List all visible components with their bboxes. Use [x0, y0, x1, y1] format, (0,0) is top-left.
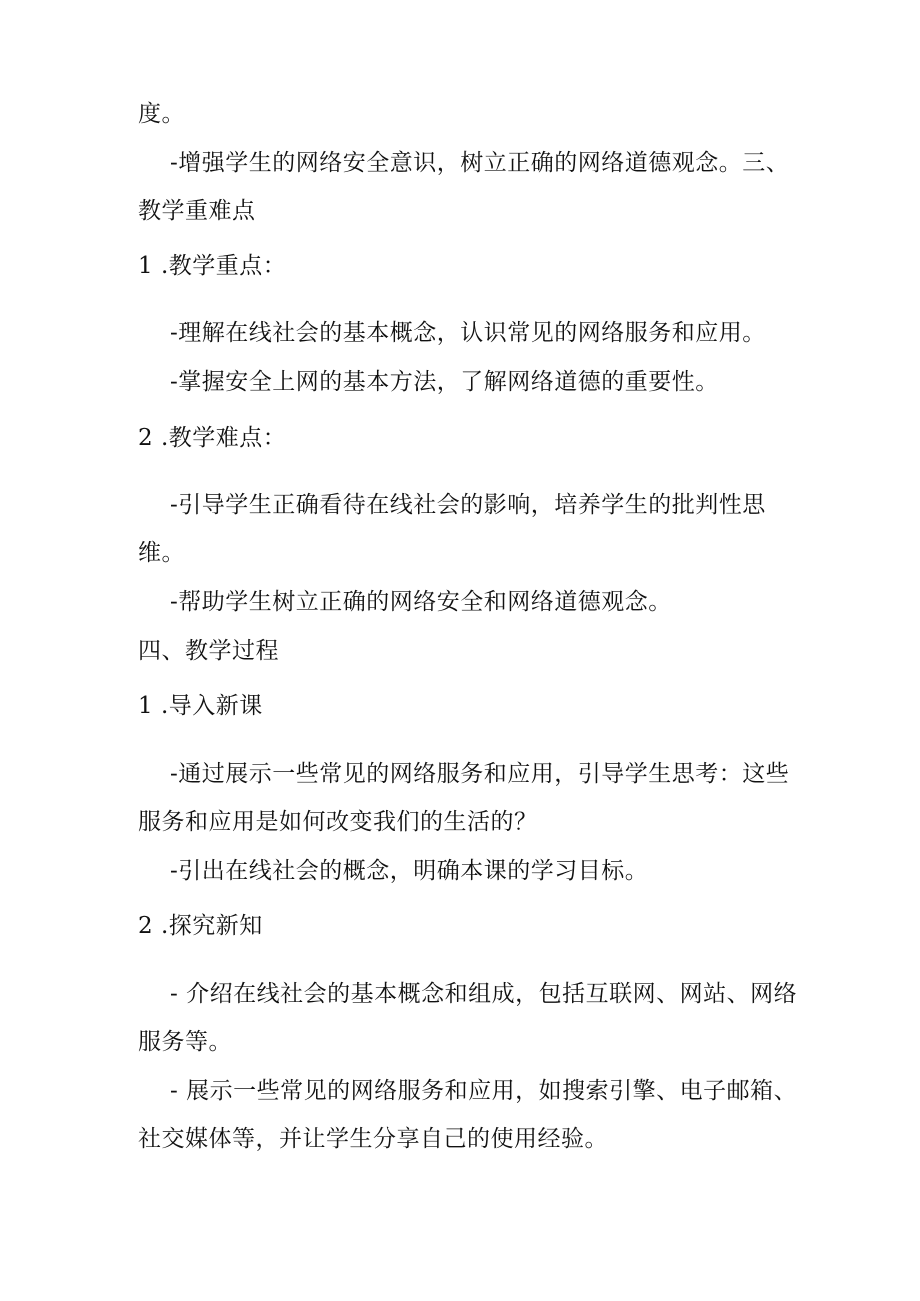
bullet-show-common-services: - 展示一些常见的网络服务和应用，如搜索引擎、电子邮箱、 — [170, 1078, 798, 1104]
bullet-online-society-concepts: -理解在线社会的基本概念，认识常见的网络服务和应用。 — [170, 320, 766, 346]
section-heading-teaching-process: 四、教学过程 — [138, 638, 279, 664]
bullet-safe-internet-methods: -掌握安全上网的基本方法，了解网络道德的重要性。 — [170, 369, 719, 395]
text-line-continuation: 服务等。 — [138, 1029, 232, 1055]
subheading-introduction: 1 .导入新课 — [138, 693, 263, 719]
bullet-introduce-components: - 介绍在线社会的基本概念和组成，包括互联网、网站、网络 — [170, 981, 798, 1007]
bullet-show-services: -通过展示一些常见的网络服务和应用，引导学生思考：这些 — [170, 761, 790, 787]
bullet-ethics-values: -帮助学生树立正确的网络安全和网络道德观念。 — [170, 589, 672, 615]
subheading-teaching-difficulty: 2 .教学难点： — [138, 425, 287, 451]
bullet-network-safety-awareness: -增强学生的网络安全意识，树立正确的网络道德观念。三、 — [170, 150, 790, 176]
text-line-continuation: 度。 — [138, 101, 185, 127]
section-heading-key-points: 教学重难点 — [138, 198, 256, 224]
bullet-critical-thinking: -引导学生正确看待在线社会的影响，培养学生的批判性思 — [170, 492, 766, 518]
text-line-continuation: 服务和应用是如何改变我们的生活的？ — [138, 809, 538, 835]
bullet-introduce-concept: -引出在线社会的概念，明确本课的学习目标。 — [170, 858, 649, 884]
subheading-teaching-focus: 1 .教学重点： — [138, 253, 287, 279]
subheading-explore-new-knowledge: 2 .探究新知 — [138, 913, 263, 939]
text-line-continuation: 社交媒体等，并让学生分享自己的使用经验。 — [138, 1126, 608, 1152]
text-line-continuation: 维。 — [138, 540, 185, 566]
